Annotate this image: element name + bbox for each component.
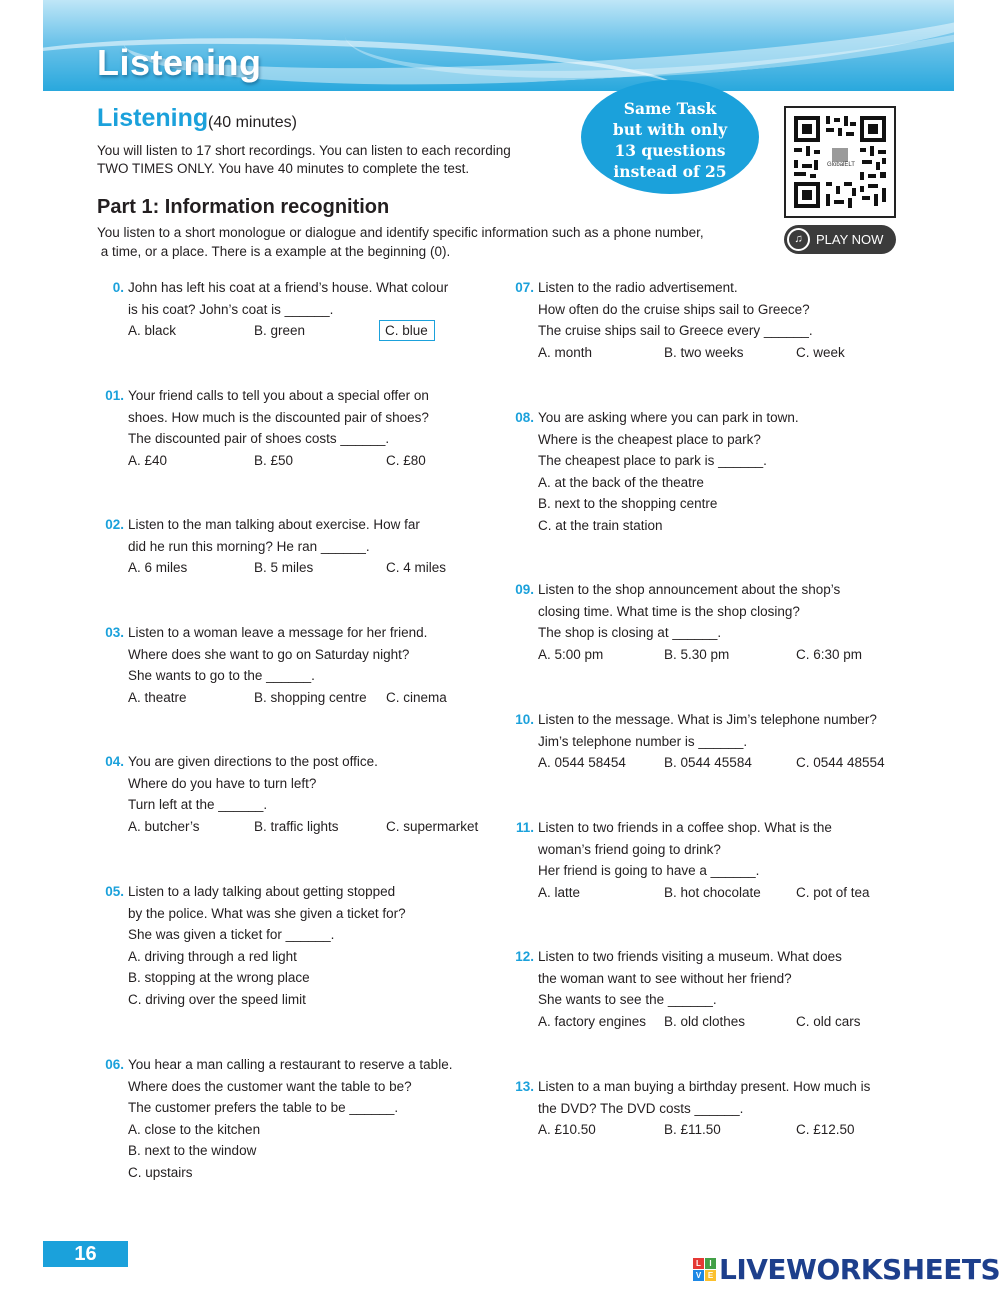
answer-option[interactable]: B. old clothes [664,1013,746,1029]
answer-option[interactable]: B. shopping centre [254,689,367,705]
question-line: Listen to two friends visiting a museum. What does [538,949,842,964]
question-number: 04. [105,754,124,769]
answer-option[interactable]: C. 6:30 pm [796,646,863,662]
logo-letter: I [705,1258,716,1269]
answer-option[interactable]: A. close to the kitchen [128,1121,261,1137]
part-desc-line: You listen to a short monologue or dialogue and identify specific information such as a phone number, [97,225,704,240]
page-number: 16 [43,1241,128,1267]
answer-option[interactable]: C. upstairs [128,1164,193,1180]
answer-option[interactable]: C. cinema [386,689,447,705]
banner-title: Listening [97,42,262,83]
answer-option[interactable]: C. supermarket [386,818,479,834]
section-intro [97,142,577,178]
answer-option[interactable]: B. traffic lights [254,818,339,834]
qr-code[interactable] [784,106,896,218]
answer-option[interactable]: C. pot of tea [796,884,870,900]
question-number: 06. [105,1057,124,1072]
answer-option[interactable]: B. 5 miles [254,560,314,576]
section-title: Listening [97,104,209,132]
liveworksheets-logo-icon [693,1258,716,1281]
liveworksheets-logo[interactable] [693,1252,1000,1286]
answer-option[interactable]: A. latte [538,884,581,900]
answer-option[interactable]: A. £40 [128,452,168,468]
answer-option[interactable]: C. old cars [796,1013,861,1029]
question-number: 13. [515,1079,534,1094]
question-line: Jim’s telephone number is ______. [538,733,748,749]
question-number: 02. [105,517,124,532]
question-number: 10. [515,712,534,727]
answer-option[interactable]: B. £11.50 [664,1122,721,1138]
question-line: closing time. What time is the shop closing? [538,603,800,619]
part-description [97,223,747,261]
question-line: Your friend calls to tell you about a special offer on [128,388,429,403]
qr-caption: GlobalELT [827,162,855,168]
answer-option[interactable]: B. two weeks [664,344,744,360]
question-line: You are given directions to the post office. [128,754,378,769]
question-line: Listen to the man talking about exercise. How far [128,517,420,532]
question-line: How often do the cruise ships sail to Greece? [538,301,810,317]
question-line: shoes. How much is the discounted pair of shoes? [128,409,429,425]
answer-option[interactable]: A. month [538,344,593,360]
answer-option[interactable]: B. 5.30 pm [664,646,730,662]
answer-option[interactable]: B. £50 [254,452,294,468]
question-number: 01. [105,388,124,403]
question-number: 07. [515,280,534,295]
answer-option[interactable]: C. 0544 48554 [796,755,885,771]
answer-option[interactable]: B. hot chocolate [664,884,761,900]
play-now-button[interactable] [784,225,896,254]
answer-option-selected[interactable]: C. blue [380,321,434,340]
question-line: Listen to a lady talking about getting stopped [128,884,396,899]
question-line: Listen to the message. What is Jim’s telephone number? [538,712,877,727]
question-line: The shop is closing at ______. [538,625,722,641]
question-line: She wants to see the ______. [538,992,717,1008]
question-line: John has left his coat at a friend’s house. What colour [128,280,449,295]
intro-line: TWO TIMES ONLY. You have 40 minutes to complete the test. [97,161,470,176]
question-line: Listen to two friends in a coffee shop. What is the [538,820,832,835]
answer-option[interactable]: C. driving over the speed limit [128,991,306,1007]
answer-option[interactable]: A. theatre [128,689,187,705]
question-line: Listen to a man buying a birthday present. How much is [538,1079,871,1094]
question-number: 11. [515,820,534,835]
bubble-line: instead of 25 [613,162,727,181]
bubble-line: 13 questions [614,141,726,160]
answer-option[interactable]: C. £12.50 [796,1122,855,1138]
question-line: woman’s friend going to drink? [538,841,721,857]
answer-option[interactable]: B. next to the window [128,1143,257,1159]
question-line: Listen to the radio advertisement. [538,280,738,295]
answer-option[interactable]: B. 0544 45584 [664,755,752,771]
answer-option[interactable]: C. week [796,344,845,360]
answer-option[interactable]: A. at the back of the theatre [538,474,704,490]
bubble-line: Same Task [623,99,717,118]
music-note-icon: ♫ [787,228,810,251]
intro-line: You will listen to 17 short recordings. You can listen to each recording [97,143,511,158]
question-line: the DVD? The DVD costs ______. [538,1100,744,1116]
answer-option[interactable]: B. next to the shopping centre [538,496,718,512]
question-line: The cheapest place to park is ______. [538,453,767,469]
question-line: did he run this morning? He ran ______. [128,538,370,554]
question-number: 09. [515,582,534,597]
answer-option[interactable]: A. black [128,323,177,339]
question-line: You are asking where you can park in town. [538,410,799,425]
question-line: Turn left at the ______. [128,797,268,813]
question-number: 12. [515,949,534,964]
question-line: Where is the cheapest place to park? [538,431,761,447]
part-desc-line: a time, or a place. There is a example at the beginning (0). [97,244,451,259]
question-line: The cruise ships sail to Greece every ______. [538,323,813,339]
question-line: Where does the customer want the table to be? [128,1078,412,1094]
question-line: by the police. What was she given a ticket for? [128,905,406,921]
answer-option[interactable]: A. £10.50 [538,1122,596,1138]
question-line: Listen to a woman leave a message for her friend. [128,625,428,640]
bubble-line: but with only [612,120,728,139]
question-line: Her friend is going to have a ______. [538,863,760,879]
question-line: The discounted pair of shoes costs ______. [128,431,390,447]
brand-name: LIVEWORKSHEETS [719,1252,1000,1286]
question-number: 08. [515,410,534,425]
logo-letter: V [693,1270,704,1281]
answer-option[interactable]: A. driving through a red light [128,948,297,964]
question-line: is his coat? John’s coat is ______. [128,301,334,317]
question-line: Where do you have to turn left? [128,775,317,791]
question-line: She wants to go to the ______. [128,668,315,684]
answer-option[interactable]: A. 0544 58454 [538,755,626,771]
question-line: You hear a man calling a restaurant to reserve a table. [128,1057,453,1072]
question-line: She was given a ticket for ______. [128,927,335,943]
answer-option[interactable]: A. butcher’s [128,818,200,834]
question-number: 0. [112,280,124,295]
answer-option[interactable]: C. £80 [386,452,426,468]
logo-letter: L [693,1258,704,1269]
logo-letter: E [705,1270,716,1281]
question-line: Where does she want to go on Saturday night? [128,646,410,662]
answer-option[interactable]: B. stopping at the wrong place [128,970,310,986]
question-number: 03. [105,625,124,640]
question-line: the woman want to see without her friend? [538,970,792,986]
question-line: Listen to the shop announcement about the shop’s [538,582,841,597]
section-duration: (40 minutes) [208,114,297,131]
answer-option[interactable]: A. factory engines [538,1013,647,1029]
question-line: The customer prefers the table to be ______. [128,1100,399,1116]
answer-option[interactable]: A. 5:00 pm [538,646,604,662]
answer-option[interactable]: A. 6 miles [128,560,188,576]
answer-option[interactable]: B. green [254,323,306,339]
answer-option[interactable]: C. at the train station [538,517,663,533]
part-title: Part 1: Information recognition [97,196,390,218]
info-bubble [581,80,759,194]
play-now-label: PLAY NOW [816,232,884,247]
answer-option[interactable]: C. 4 miles [386,560,447,576]
question-number: 05. [105,884,124,899]
